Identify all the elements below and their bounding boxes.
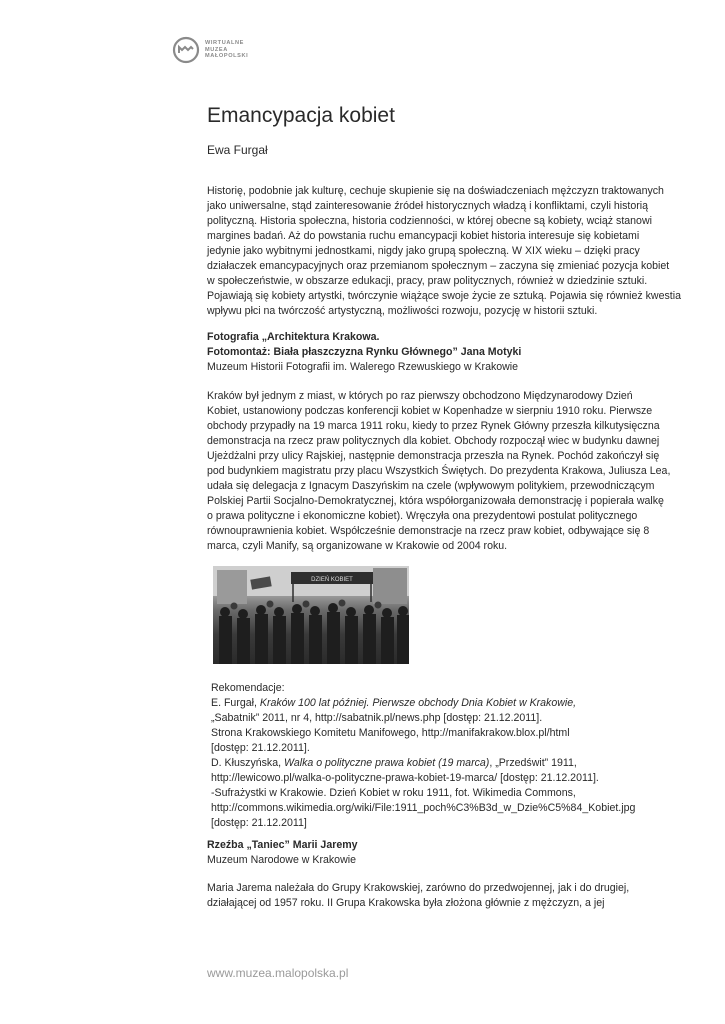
recommendation-4-date: [dostęp: 21.12.2011] — [211, 817, 307, 829]
text-line: pod budynkiem magistratu przy placu Wszystkich Świętych. Do prezydenta Krakowa, Juliusza Lea, — [207, 465, 671, 477]
recommendation-2-date: [dostęp: 21.12.2011]. — [211, 742, 310, 754]
intro-paragraph — [207, 184, 681, 319]
recommendation-1 — [211, 696, 635, 711]
logo-line-3: MAŁOPOLSKI — [205, 53, 249, 60]
text-line: wpływu płci na twórczość artystyczną, możliwości rozwoju, pozycję w historii sztuki. — [207, 305, 598, 317]
historical-photo — [213, 566, 409, 664]
text-line: o prawa polityczne i ekonomiczne kobiet). Wręczyła ona prezydentowi postulat politycznego — [207, 510, 638, 522]
recommendation-4-link: http://commons.wikimedia.org/wiki/File:1911_poch%C3%B3d_w_Dzie%C5%84_Kobiet.jpg — [211, 802, 636, 814]
recommendation-3-link: http://lewicowo.pl/walka-o-polityczne-prawa-kobiet-19-marca/ [dostęp: 21.12.2011]. — [211, 772, 599, 784]
rec-title: Walka o polityczne prawa kobiet (19 marca) — [284, 757, 490, 769]
text-line: udała się delegacja z Ignacym Daszyńskim na czele (wpływowym politykiem, przewodniczącym — [207, 480, 655, 492]
article-title: Emancypacja kobiet — [207, 104, 395, 127]
recommendation-4: -Sufrażystki w Krakowie. Dzień Kobiet w roku 1911, fot. Wikimedia Commons, — [211, 787, 576, 799]
text-line: jako uniwersalne, stąd zainteresowanie źródeł historycznych władzą i konfliktami, czyli historią — [207, 200, 649, 212]
section-museum: Muzeum Historii Fotografii im. Walerego Rzewuskiego w Krakowie — [207, 361, 519, 373]
section-sculpture-heading — [207, 838, 358, 868]
logo-line-2: MUZEA — [205, 46, 228, 53]
rec-author: D. Kłuszyńska, — [211, 757, 285, 769]
text-line: Maria Jarema należała do Grupy Krakowskiej, zarówno do przedwojennej, jak i do drugiej, — [207, 882, 630, 894]
recommendations — [211, 681, 635, 831]
logo-text — [205, 40, 248, 59]
text-line: Kobiet, ustanowiony podczas konferencji kobiet w Kopenhadze w sierpniu 1910 roku. Pierwsze — [207, 405, 653, 417]
banner-text: DZIEŃ KOBIET — [311, 577, 353, 583]
section-museum: Muzeum Narodowe w Krakowie — [207, 854, 356, 866]
rec-title: Kraków 100 lat później. Pierwsze obchody Dnia Kobiet w Krakowie, — [259, 697, 577, 709]
text-line: działającej od 1957 roku. II Grupa Krakowska była złożona głównie z mężczyzn, a jej — [207, 897, 605, 909]
rec-author: E. Furgał, — [211, 697, 260, 709]
logo-line-1: WIRTUALNE — [205, 40, 244, 47]
article-header — [207, 104, 707, 157]
museum-logo-icon — [172, 36, 200, 64]
recommendations-label: Rekomendacje: — [211, 682, 285, 694]
text-line: jedynie jako wybitnymi jednostkami, nigdy jako grupą społeczną. W XIX wieku – dzięki pracy — [207, 245, 640, 257]
text-line: margines badań. Aż do powstania ruchu emancypacji kobiet historia interesuje się kobietami — [207, 230, 640, 242]
text-line: działaczek emancypacyjnych oraz przemianom społecznym – zaczyna się zmieniać pozycja kobiet — [207, 260, 670, 272]
article-author: Ewa Furgał — [207, 143, 268, 157]
rec-source: , „Przedświt” 1911, — [489, 757, 577, 769]
section-sculpture-body — [207, 881, 629, 911]
text-line: Ujeżdżalni przy ulicy Rajskiej, następnie demonstracja przeszła na Rynek. Pochód zakończył się — [207, 450, 660, 462]
footer-url[interactable]: www.muzea.malopolska.pl — [207, 966, 349, 980]
section-photo-heading — [207, 330, 521, 375]
text-line: polityczną. Historia społeczna, historia codzienności, w której obecne są kobiety, wciąż stanowi — [207, 215, 652, 227]
text-line: równouprawnienia kobiet. Współcześnie demonstracje na rzecz praw kobiet, odbywające się 8 — [207, 525, 650, 537]
recommendation-1-source: „Sabatnik” 2011, nr 4, http://sabatnik.pl/news.php [dostęp: 21.12.2011]. — [211, 712, 543, 724]
section-heading: Rzeźba „Taniec” Marii Jaremy — [207, 839, 358, 851]
recommendation-3 — [211, 756, 635, 771]
demonstration-photo-illustration — [213, 566, 409, 664]
text-line: Pojawiają się kobiety artystki, twórczynie wiążące swoje życie ze sztuką. Pojawia się również kwestia — [207, 290, 681, 302]
site-logo[interactable] — [172, 36, 248, 64]
text-line: Kraków był jednym z miast, w których po raz pierwszy obchodzono Międzynarodowy Dzień — [207, 390, 633, 402]
section-heading-line-1: Fotografia „Architektura Krakowa. — [207, 331, 380, 343]
text-line: w społeczeństwie, w obszarze edukacji, pracy, praw politycznych, również w dziedzinie sztuki. — [207, 275, 648, 287]
text-line: Polskiej Partii Socjalno-Demokratycznej, która współorganizowała demonstrację i popierała walkę — [207, 495, 664, 507]
text-line: demonstracja na rzecz praw politycznych dla kobiet. Obchody rozpoczął wiec w budynku dawnej — [207, 435, 660, 447]
text-line: Historię, podobnie jak kulturę, cechuje skupienie się na doświadczeniach mężczyzn traktowanych — [207, 185, 664, 197]
section-photo-body — [207, 389, 670, 554]
text-line: obchody przypadły na 19 marca 1911 roku, kiedy to przez Rynek Główny przeszła kilkutysięczna — [207, 420, 660, 432]
section-heading-line-2: Fotomontaż: Biała płaszczyzna Rynku Głównego” Jana Motyki — [207, 346, 522, 358]
text-line: marca, czyli Manify, są organizowane w Krakowie od 2004 roku. — [207, 540, 508, 552]
recommendation-2: Strona Krakowskiego Komitetu Manifowego, http://manifakrakow.blox.pl/html — [211, 727, 570, 739]
